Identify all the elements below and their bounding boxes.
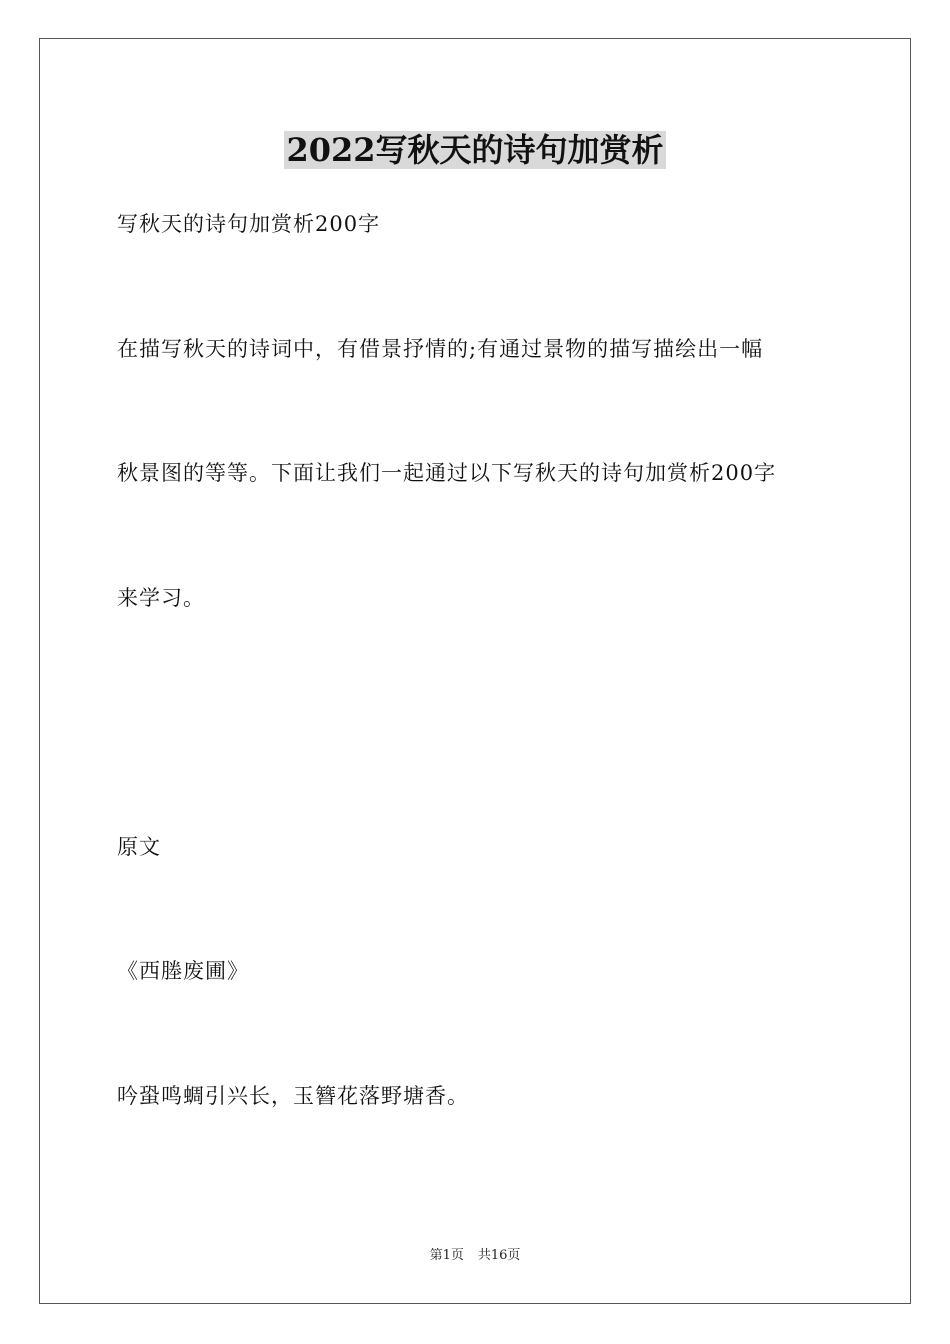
paragraph-line-3: 来学习。 (117, 586, 205, 610)
poem-line-1: 吟蛩鸣蜩引兴长，玉簪花落野塘香。 (117, 1084, 469, 1108)
page-footer (0, 1246, 950, 1266)
paragraph-line-1: 在描写秋天的诗词中，有借景抒情的;有通过景物的描写描绘出一幅 (117, 337, 764, 361)
paragraph-subtitle: 写秋天的诗句加赏析200字 (117, 212, 381, 236)
paragraph-line-2: 秋景图的等等。下面让我们一起通过以下写秋天的诗句加赏析200字 (117, 461, 777, 485)
section-heading-original: 原文 (117, 835, 161, 859)
document-title (0, 128, 950, 172)
poem-title: 《西塍废圃》 (117, 959, 249, 983)
page-total: 共16页 (477, 1248, 521, 1263)
page-number: 第1页 (429, 1248, 464, 1263)
document-title-text: 2022写秋天的诗句加赏析 (286, 131, 664, 169)
